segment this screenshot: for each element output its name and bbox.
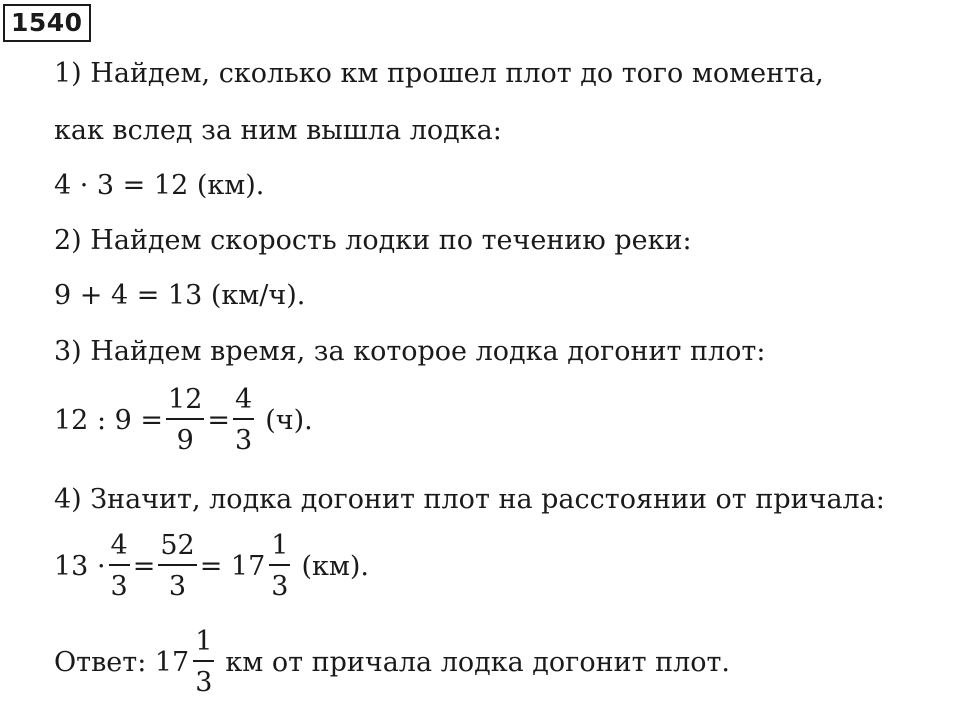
step-3-heading: 3) Найдем время, за которое лодка догонит плот: [54, 336, 766, 367]
fraction-denominator: 3 [168, 571, 187, 602]
step-4-heading: 4) Значит, лодка догонит плот на расстоянии от причала: [54, 484, 885, 515]
step-4-lead: 13 · [54, 550, 106, 582]
equals-whole-part: = 17 [199, 550, 266, 582]
step-4-unit: (км). [301, 550, 369, 582]
step-4-fraction-1 [109, 532, 130, 600]
step-1-equation: 4 · 3 = 12 (км). [54, 170, 265, 201]
step-3-formula [54, 386, 313, 454]
fraction-numerator: 1 [271, 530, 289, 561]
answer-lead: Ответ: 17 [54, 646, 190, 678]
step-1-line-1: 1) Найдем, сколько км прошел плот до того момента, [54, 58, 824, 89]
problem-number: 1540 [3, 4, 91, 42]
fraction-denominator: 3 [271, 571, 289, 602]
step-3-fraction-1 [166, 386, 204, 454]
step-3-unit: (ч). [265, 404, 313, 436]
step-4-fraction-3 [269, 532, 290, 600]
answer-line [54, 628, 730, 696]
step-2-line-1: 2) Найдем скорость лодки по течению реки: [54, 225, 692, 256]
step-3-fraction-2 [233, 386, 254, 454]
fraction-numerator: 4 [235, 384, 253, 415]
answer-tail: км от причала лодка догонит плот. [225, 646, 731, 678]
answer-fraction [193, 628, 214, 696]
step-4-formula [54, 532, 369, 600]
fraction-numerator: 1 [195, 626, 213, 657]
fraction-denominator: 3 [195, 667, 213, 698]
equals-sign: = [207, 404, 230, 436]
fraction-denominator: 3 [110, 571, 128, 602]
fraction-numerator: 52 [160, 530, 195, 561]
step-4-fraction-2 [158, 532, 196, 600]
step-2-equation: 9 + 4 = 13 (км/ч). [54, 280, 306, 311]
step-1-line-2: как вслед за ним вышла лодка: [54, 115, 502, 146]
fraction-denominator: 3 [235, 425, 253, 456]
fraction-numerator: 4 [110, 530, 128, 561]
fraction-denominator: 9 [176, 425, 194, 456]
fraction-numerator: 12 [168, 384, 203, 415]
step-3-lead: 12 : 9 = [54, 404, 164, 436]
equals-sign: = [132, 550, 156, 582]
